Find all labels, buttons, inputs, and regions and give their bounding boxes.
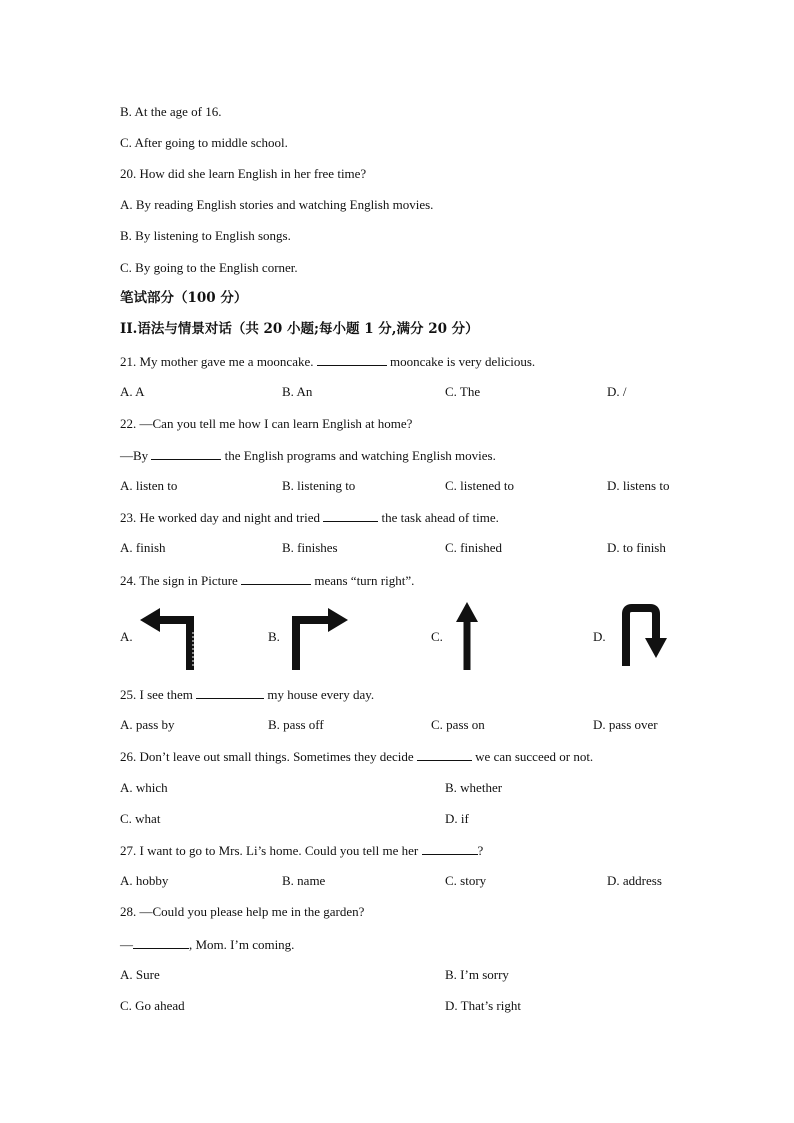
q23-stem-post: the task ahead of time. [381,510,499,525]
q22-option-d[interactable]: D. listens to [607,478,670,493]
q28-option-c[interactable]: C. Go ahead [120,998,185,1013]
turn-right-arrow-icon[interactable] [288,602,350,674]
turn-left-arrow-icon[interactable] [138,602,198,674]
q21-blank[interactable] [317,353,387,366]
q24-label-a[interactable]: A. [120,629,133,644]
q23-option-a[interactable]: A. finish [120,540,166,555]
q21-option-a[interactable]: A. A [120,384,145,399]
q21-option-b[interactable]: B. An [282,384,313,399]
q24-stem-post: means “turn right”. [314,573,415,588]
q24-stem-pre: 24. The sign in Picture [120,573,238,588]
q27-option-b[interactable]: B. name [282,873,326,888]
q27-option-c[interactable]: C. story [445,873,487,888]
q28-response-pre: — [120,937,133,952]
q22-stem: 22. —Can you tell me how I can learn English at home? [120,416,413,431]
q22-response-pre: —By [120,448,149,463]
q25-option-a[interactable]: A. pass by [120,717,175,732]
q21-option-d[interactable]: D. / [607,384,627,399]
q25-stem-post: my house every day. [267,687,375,702]
written-part-heading: 笔试部分（100 分） [120,290,248,306]
q26-stem [120,748,593,765]
q26-option-a[interactable]: A. which [120,780,168,795]
q28-response-post: , Mom. I’m coming. [189,937,295,952]
q27-option-a[interactable]: A. hobby [120,873,169,888]
q23-blank[interactable] [323,509,378,522]
section-ii-heading: II.语法与情景对话（共 20 小题;每小题 1 分,满分 20 分） [120,321,479,337]
q19-option-b: B. At the age of 16. [120,104,222,119]
q28-response [120,936,294,953]
q25-blank[interactable] [196,686,264,699]
q26-option-d[interactable]: D. if [445,811,469,826]
q27-option-d[interactable]: D. address [607,873,662,888]
q28-option-d[interactable]: D. That’s right [445,998,521,1013]
q21-stem-pre: 21. My mother gave me a mooncake. [120,354,314,369]
q21-stem [120,353,535,370]
q25-option-d[interactable]: D. pass over [593,717,658,732]
q23-option-b[interactable]: B. finishes [282,540,338,555]
q25-stem-pre: 25. I see them [120,687,193,702]
q26-blank[interactable] [417,748,472,761]
q22-blank[interactable] [151,447,221,460]
q27-blank[interactable] [422,842,478,855]
q24-label-b[interactable]: B. [268,629,280,644]
q27-stem-post: ? [477,843,484,858]
q25-option-c[interactable]: C. pass on [431,717,485,732]
q20-option-a: A. By reading English stories and watching English movies. [120,197,434,212]
q26-stem-pre: 26. Don’t leave out small things. Sometimes they decide [120,749,414,764]
q25-stem [120,686,374,703]
q28-option-a[interactable]: A. Sure [120,967,160,982]
q26-stem-post: we can succeed or not. [475,749,594,764]
q22-response [120,447,496,464]
q19-option-c: C. After going to middle school. [120,135,288,150]
q21-option-c[interactable]: C. The [445,384,481,399]
q28-stem: 28. —Could you please help me in the garden? [120,904,365,919]
q27-stem-pre: 27. I want to go to Mrs. Li’s home. Could you tell me her [120,843,419,858]
q27-stem [120,842,483,859]
q22-option-a[interactable]: A. listen to [120,478,178,493]
q26-option-c[interactable]: C. what [120,811,161,826]
q20-stem: 20. How did she learn English in her free time? [120,166,367,181]
q22-option-c[interactable]: C. listened to [445,478,514,493]
q21-stem-post: mooncake is very delicious. [390,354,536,369]
q23-option-c[interactable]: C. finished [445,540,503,555]
q20-option-c: C. By going to the English corner. [120,260,298,275]
q22-response-post: the English programs and watching English movies. [224,448,496,463]
q25-option-b[interactable]: B. pass off [268,717,324,732]
q22-option-b[interactable]: B. listening to [282,478,356,493]
q28-option-b[interactable]: B. I’m sorry [445,967,509,982]
q24-label-c[interactable]: C. [431,629,443,644]
straight-arrow-icon[interactable] [452,600,482,674]
q23-stem [120,509,499,526]
q20-option-b: B. By listening to English songs. [120,228,291,243]
u-turn-arrow-icon[interactable] [618,602,670,668]
q24-blank[interactable] [241,572,311,585]
q23-option-d[interactable]: D. to finish [607,540,666,555]
q24-stem [120,572,414,589]
q28-blank[interactable] [133,936,189,949]
q24-label-d[interactable]: D. [593,629,606,644]
q23-stem-pre: 23. He worked day and night and tried [120,510,321,525]
q26-option-b[interactable]: B. whether [445,780,503,795]
